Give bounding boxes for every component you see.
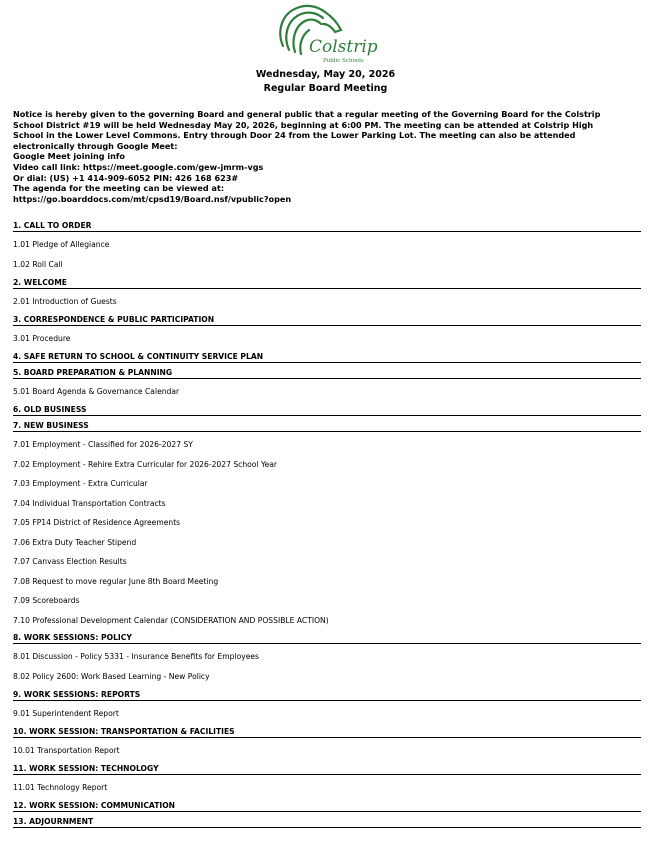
notice-line: https://go.boarddocs.com/mt/cpsd19/Board.nsf/vpublic?open [13, 193, 292, 204]
agenda-section [13, 273, 641, 310]
colstrip-logo [273, 2, 383, 66]
notice-line: The agenda for the meeting can be viewed at: [13, 183, 225, 194]
section-heading: 1. CALL TO ORDER [13, 216, 641, 232]
section-heading: 6. OLD BUSINESS [13, 400, 641, 416]
section-heading: 4. SAFE RETURN TO SCHOOL & CONTINUITY SERVICE PLAN [13, 347, 641, 363]
meeting-date: Wednesday, May 20, 2026 [255, 69, 396, 80]
agenda-item: 8.01 Discussion - Policy 5331 - Insurance Benefits for Employees [13, 652, 260, 661]
agenda-item: 3.01 Procedure [13, 333, 71, 343]
notice-line: electronically through Google Meet: [13, 140, 178, 151]
agenda-section [13, 722, 641, 759]
notice-line: School in the Lower Level Commons. Entry through Door 24 from the Lower Parking Lot. The meeting can also be attended [13, 130, 576, 141]
notice-line: Google Meet joining info [13, 151, 125, 162]
agenda-item: 7.08 Request to move regular June 8th Board Meeting [13, 576, 219, 586]
section-heading: 7. NEW BUSINESS [13, 416, 641, 432]
agenda-item: 1.01 Pledge of Allegiance [13, 240, 110, 249]
agenda-item: 7.05 FP14 District of Residence Agreements [13, 518, 181, 527]
agenda-section [13, 796, 641, 812]
meeting-notice [13, 109, 638, 204]
agenda-section [13, 400, 641, 416]
logo-name: Colstrip [309, 37, 378, 57]
agenda-section [13, 216, 641, 273]
agenda-item: 7.10 Professional Development Calendar (CONSIDERATION AND POSSIBLE ACTION) [13, 615, 329, 625]
agenda-item: 7.04 Individual Transportation Contracts [13, 498, 166, 508]
agenda-section [13, 347, 641, 363]
agenda-item: 5.01 Board Agenda & Governance Calendar [13, 386, 180, 396]
agenda-item: 1.02 Roll Call [13, 260, 63, 269]
agenda-section [13, 812, 641, 828]
section-heading: 5. BOARD PREPARATION & PLANNING [13, 363, 641, 379]
agenda-item: 8.02 Policy 2600: Work Based Learning - New Policy [13, 672, 210, 681]
agenda-item: 7.09 Scoreboards [13, 596, 80, 605]
logo-subtitle: Public Schools [323, 58, 364, 64]
section-heading: 13. ADJOURNMENT [13, 812, 641, 828]
notice-line: Video call link: https://meet.google.com/gew-jmrm-vgs [13, 161, 264, 172]
notice-line: Notice is hereby given to the governing Board and general public that a regular meeting of the Governing Board for the Colstrip [13, 109, 601, 119]
notice-line: Or dial: (US) +1 414-909-6052 PIN: 426 168 623# [13, 172, 239, 183]
agenda-section [13, 310, 641, 347]
horse-head-icon [273, 2, 383, 66]
section-heading: 11. WORK SESSION: TECHNOLOGY [13, 759, 641, 775]
section-heading: 3. CORRESPONDENCE & PUBLIC PARTICIPATION [13, 310, 641, 326]
section-heading: 8. WORK SESSIONS: POLICY [13, 628, 641, 644]
section-heading: 9. WORK SESSIONS: REPORTS [13, 685, 641, 701]
agenda-item: 11.01 Technology Report [13, 782, 108, 792]
agenda-section [13, 685, 641, 722]
agenda-section [13, 759, 641, 796]
section-heading: 12. WORK SESSION: COMMUNICATION [13, 796, 641, 812]
agenda-item: 7.01 Employment - Classified for 2026-2027 SY [13, 439, 193, 449]
agenda-section [13, 416, 641, 629]
agenda-item: 9.01 Superintendent Report [13, 708, 119, 718]
section-heading: 2. WELCOME [13, 273, 641, 289]
agenda-item: 2.01 Introduction of Guests [13, 296, 117, 306]
agenda-list [13, 216, 641, 828]
agenda-section [13, 628, 641, 685]
agenda-section [13, 363, 641, 400]
notice-line: School District #19 will be held Wednesday May 20, 2026, beginning at 6:00 PM. The meeting can be attended at Colstrip High [13, 119, 594, 130]
agenda-item: 7.06 Extra Duty Teacher Stipend [13, 537, 137, 547]
meeting-title: Regular Board Meeting [263, 83, 388, 94]
agenda-item: 10.01 Transportation Report [13, 745, 120, 755]
agenda-item: 7.02 Employment - Rehire Extra Curricular for 2026-2027 School Year [13, 459, 278, 469]
agenda-item: 7.03 Employment - Extra Curricular [13, 479, 148, 488]
agenda-item: 7.07 Canvass Election Results [13, 557, 127, 566]
section-heading: 10. WORK SESSION: TRANSPORTATION & FACILITIES [13, 722, 641, 738]
